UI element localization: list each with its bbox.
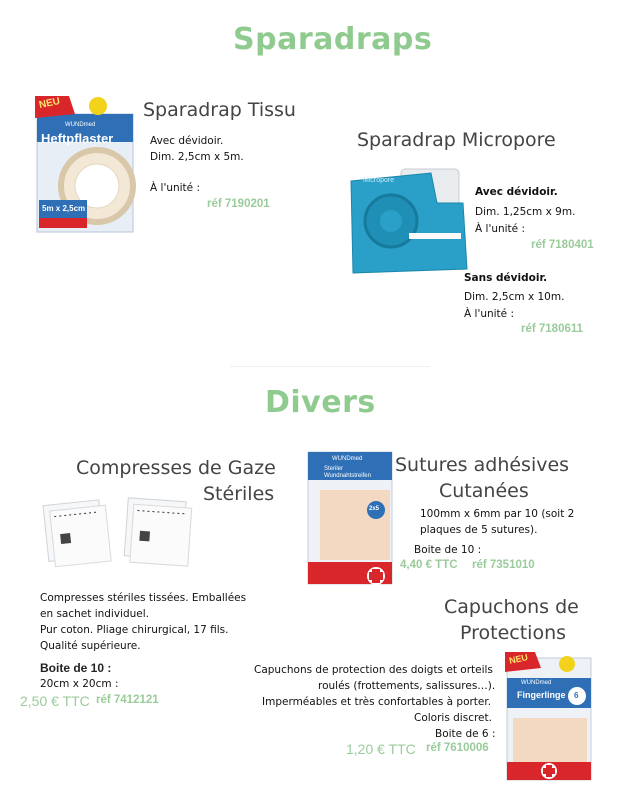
brand-logo: WUNDmed bbox=[332, 456, 363, 462]
compresses-ref: réf 7412121 bbox=[96, 694, 159, 706]
capuchons-box: Boite de 6 : bbox=[435, 728, 496, 740]
tissu-line2: Dim. 2,5cm x 5m. bbox=[150, 151, 244, 163]
micropore-b-unit: À l'unité : bbox=[464, 308, 515, 320]
compresses-image bbox=[40, 492, 196, 572]
compresses-desc4: Qualité supérieure. bbox=[40, 640, 141, 652]
compresses-title-line2: Stériles bbox=[203, 483, 275, 505]
compresses-desc2: en sachet individuel. bbox=[40, 608, 150, 620]
capuchons-desc3: Imperméables et très confortables à porter. bbox=[262, 696, 492, 708]
heftpflaster-package-image bbox=[35, 96, 138, 236]
sutures-title-line1: Sutures adhésives bbox=[395, 454, 570, 476]
section-title-divers: Divers bbox=[265, 385, 376, 420]
heftpflaster-package-svg bbox=[35, 96, 138, 236]
micropore-b-ref: réf 7180611 bbox=[521, 323, 584, 335]
compresses-desc3: Pur coton. Pliage chirurgical, 17 fils. bbox=[40, 624, 229, 636]
compresses-svg bbox=[40, 492, 196, 572]
neu-badge: NEU bbox=[38, 95, 62, 112]
capuchons-desc1: Capuchons de protection des doigts et orteils bbox=[254, 664, 493, 676]
pack-badge: 6 bbox=[574, 691, 579, 700]
micropore-a-unit: À l'unité : bbox=[475, 223, 526, 235]
sutures-title-line2: Cutanées bbox=[439, 480, 529, 502]
micropore-a-title: Avec dévidoir. bbox=[475, 186, 558, 198]
tissu-unit: À l'unité : bbox=[150, 182, 201, 194]
capuchons-ref: réf 7610006 bbox=[426, 742, 489, 754]
compresses-title-line1: Compresses de Gaze bbox=[76, 457, 276, 479]
micropore-a-dim: Dim. 1,25cm x 9m. bbox=[475, 206, 576, 218]
micropore-title: Sparadrap Micropore bbox=[357, 129, 556, 151]
micropore-b-title: Sans dévidoir. bbox=[464, 272, 548, 284]
capuchons-desc2: roulés (frottements, salissures…). bbox=[318, 680, 496, 692]
capuchons-title-line1: Capuchons de bbox=[444, 596, 579, 618]
compresses-dim: 20cm x 20cm : bbox=[40, 678, 119, 690]
micropore-b-dim: Dim. 2,5cm x 10m. bbox=[464, 291, 565, 303]
fingerlinge-package-image bbox=[505, 652, 593, 782]
capuchons-price: 1,20 € TTC bbox=[346, 741, 416, 757]
compresses-price: 2,50 € TTC bbox=[20, 693, 90, 709]
sutures-desc1: 100mm x 6mm par 10 (soit 2 bbox=[420, 508, 575, 520]
product-name: Heftpflaster bbox=[41, 131, 114, 146]
product-name: Fingerlinge bbox=[517, 690, 566, 700]
dispenser-label: Micropore bbox=[363, 177, 395, 184]
sutures-package-image bbox=[306, 450, 394, 586]
size-label: 5m x 2,5cm bbox=[42, 204, 86, 213]
pack-badge: 2x5 bbox=[369, 506, 380, 512]
section-title-sparadraps: Sparadraps bbox=[233, 22, 433, 57]
section-divider bbox=[230, 366, 430, 367]
tissu-line1: Avec dévidoir. bbox=[150, 135, 224, 147]
micropore-dispenser-image bbox=[345, 163, 473, 275]
brand-logo: WUNDmed bbox=[521, 680, 552, 686]
compresses-desc1: Compresses stériles tissées. Emballées bbox=[40, 592, 247, 604]
sutures-ref: réf 7351010 bbox=[472, 559, 535, 571]
capuchons-title-line2: Protections bbox=[460, 622, 567, 644]
brand-logo: WUNDmed bbox=[65, 122, 96, 128]
sutures-box: Boite de 10 : bbox=[414, 544, 482, 556]
product-name: Steriler Wundnahtstreifen bbox=[324, 466, 371, 479]
micropore-a-ref: réf 7180401 bbox=[531, 239, 594, 251]
capuchons-desc4: Coloris discret. bbox=[414, 712, 492, 724]
sutures-desc2: plaques de 5 sutures). bbox=[420, 524, 538, 536]
tissu-ref: réf 7190201 bbox=[207, 198, 270, 210]
sutures-price: 4,40 € TTC bbox=[400, 559, 458, 571]
compresses-box: Boite de 10 : bbox=[40, 661, 112, 675]
tissu-title: Sparadrap Tissu bbox=[143, 99, 296, 121]
fingerlinge-package-svg bbox=[505, 652, 593, 782]
neu-badge: NEU bbox=[508, 652, 529, 666]
